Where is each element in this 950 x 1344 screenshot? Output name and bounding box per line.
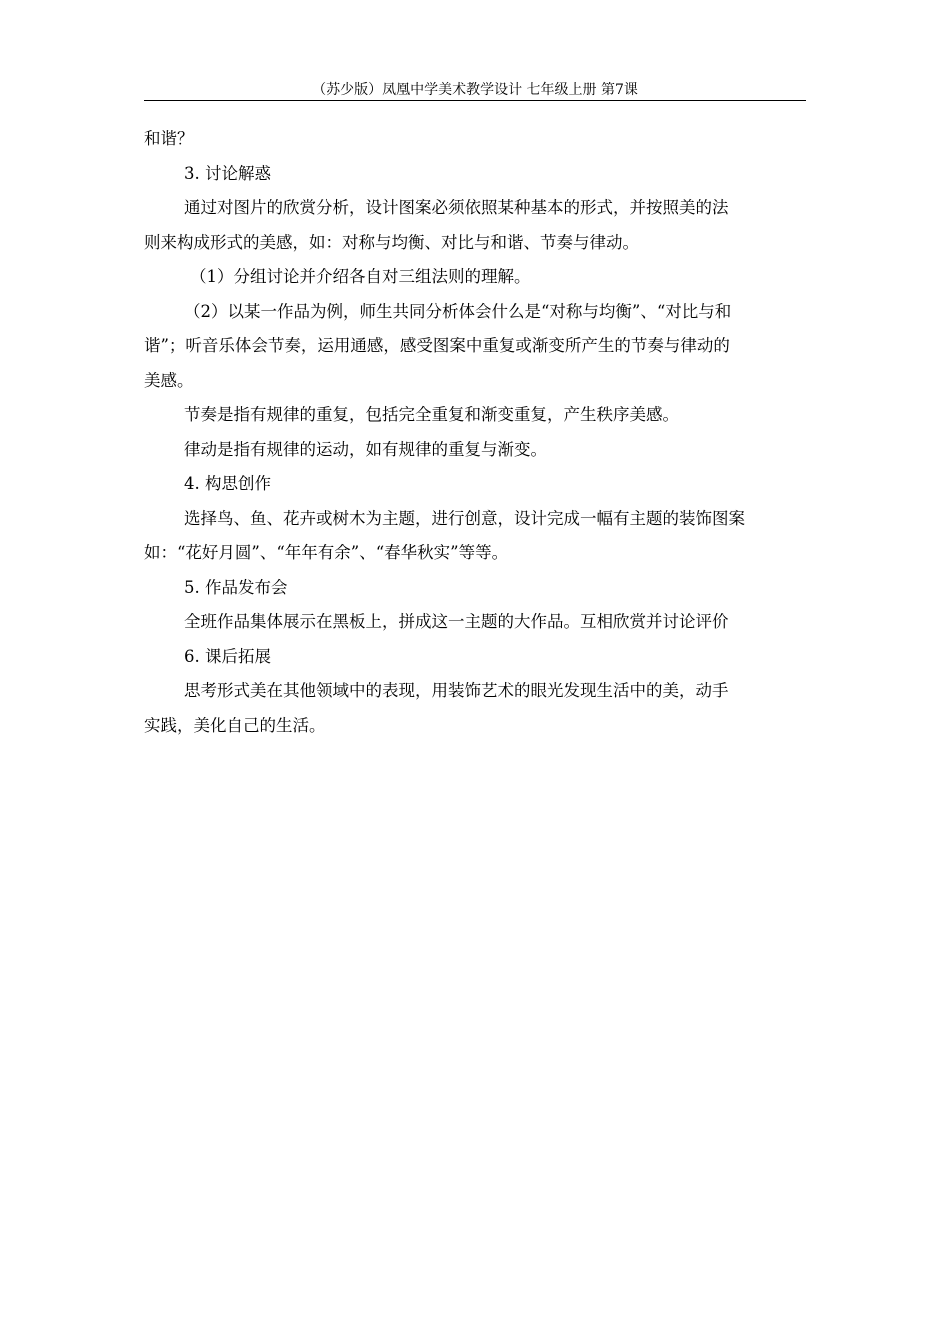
section-heading-discussion: 3. 讨论解惑 — [184, 163, 271, 183]
paragraph-line: 谐”；听音乐体会节奏，运用通感，感受图案中重复或渐变所产生的节奏与律动的 — [144, 336, 730, 355]
paragraph-line: 通过对图片的欣赏分析，设计图案必须依照某种基本的形式，并按照美的法 — [184, 198, 729, 217]
paragraph-line: 节奏是指有规律的重复，包括完全重复和渐变重复，产生秩序美感。 — [184, 405, 679, 424]
paragraph-line: 全班作品集体展示在黑板上，拼成这一主题的大作品。互相欣赏并讨论评价 — [184, 612, 729, 631]
section-heading-creation: 4. 构思创作 — [184, 474, 271, 493]
section-heading-extension: 6. 课后拓展 — [184, 646, 271, 666]
paragraph-line: 美感。 — [144, 370, 194, 390]
document-body — [144, 122, 806, 743]
list-item: （2）以某一作品为例，师生共同分析体会什么是“对称与均衡”、“对比与和 — [184, 301, 732, 321]
list-item: （1）分组讨论并介绍各自对三组法则的理解。 — [190, 267, 531, 286]
paragraph-line: 和谐？ — [144, 129, 194, 148]
header-rule — [144, 100, 806, 101]
paragraph-line: 思考形式美在其他领域中的表现，用装饰艺术的眼光发现生活中的美，动手 — [184, 681, 729, 700]
paragraph-line: 如：“花好月圆”、“年年有余”、“春华秋实”等等。 — [144, 543, 509, 562]
paragraph-line: 律动是指有规律的运动，如有规律的重复与渐变。 — [184, 439, 547, 459]
page-header: （苏少版）凤凰中学美术教学设计 七年级上册 第7课 — [312, 82, 638, 98]
paragraph-line: 实践，美化自己的生活。 — [144, 715, 326, 735]
section-heading-exhibition: 5. 作品发布会 — [184, 577, 288, 597]
paragraph-line: 选择鸟、鱼、花卉或树木为主题，进行创意，设计完成一幅有主题的装饰图案 — [184, 508, 745, 528]
paragraph-line: 则来构成形式的美感，如：对称与均衡、对比与和谐、节奏与律动。 — [144, 232, 639, 252]
